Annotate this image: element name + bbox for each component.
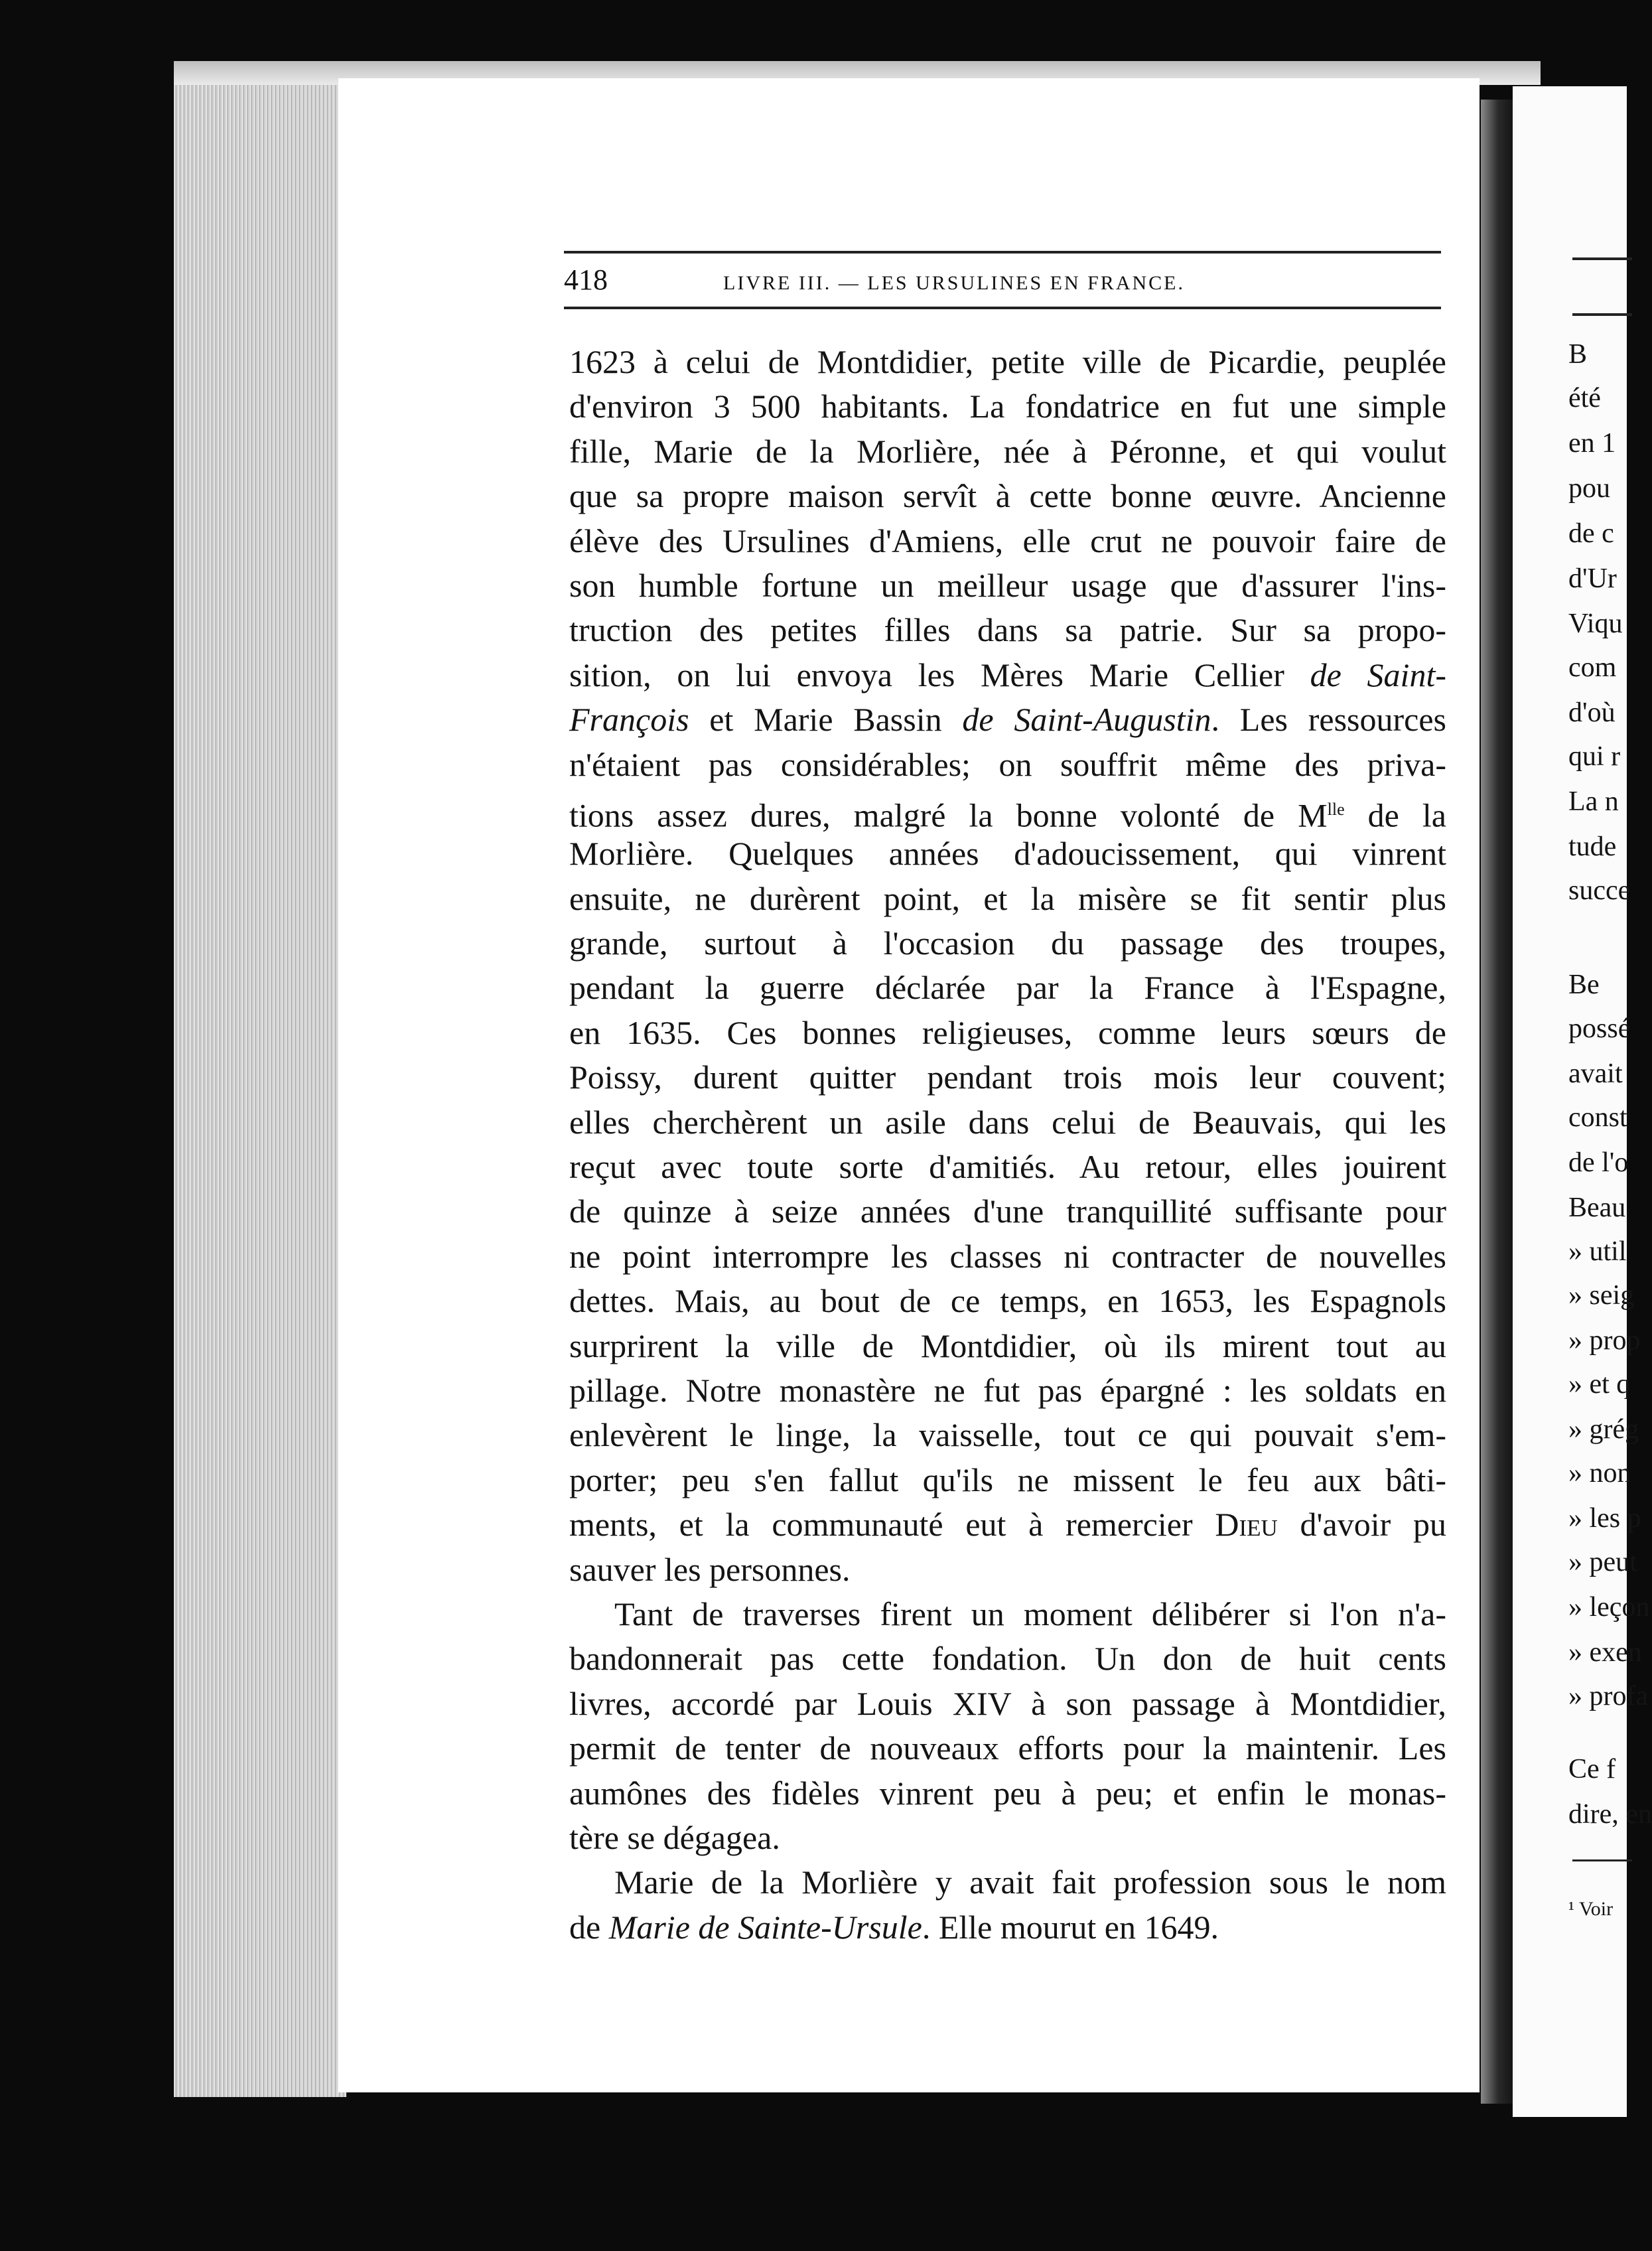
text-run: tions assez dures, malgré la bonne volonté de M — [569, 796, 1328, 834]
text-line: porter; peu s'en fallut qu'ils ne missent le feu aux bâti- — [569, 1461, 1446, 1498]
text-line: de quinze à seize années d'une tranquillité suffisante pour — [569, 1193, 1446, 1230]
text-line: pendant la guerre déclarée par la France à l'Espagne, — [569, 969, 1446, 1007]
facing-page-line: Viqu — [1568, 609, 1623, 639]
text-run: sition, on lui envoya les Mères Marie Cellier — [569, 656, 1284, 693]
facing-page-line: Be — [1568, 970, 1600, 1000]
page-stack-edges — [174, 61, 346, 2097]
text-line: en 1635. Ces bonnes religieuses, comme leurs sœurs de — [569, 1013, 1446, 1051]
text-line: tère se dégagea. — [569, 1818, 780, 1856]
text-line: surprirent la ville de Montdidier, où ils mirent tout au — [569, 1327, 1446, 1364]
facing-page-line: d'où — [1568, 697, 1616, 728]
text-line: reçut avec toute sorte d'amitiés. Au retour, elles jouirent — [569, 1148, 1446, 1186]
header-rule-bottom — [564, 307, 1441, 309]
text-line: bandonnerait pas cette fondation. Un don de huit cents — [569, 1640, 1446, 1678]
facing-page-line: » profa — [1568, 1681, 1649, 1711]
text-run: . Elle mourut en 1649. — [922, 1908, 1219, 1946]
text-line — [569, 697, 1446, 742]
facing-page-line: » grég — [1568, 1414, 1639, 1445]
facing-page-line: en 1 — [1568, 428, 1616, 459]
facing-page-line: ¹ Voir — [1568, 1898, 1614, 1920]
text-line: pillage. Notre monastère ne fut pas épargné : les soldats en — [569, 1371, 1446, 1409]
text-line: truction des petites filles dans sa patrie. Sur sa propo- — [569, 611, 1446, 649]
text-line: fille, Marie de la Morlière, née à Péronne, et qui voulut — [569, 432, 1446, 470]
text-line: Tant de traverses firent un moment délibérer si l'on n'a- — [614, 1595, 1446, 1633]
facing-page-line: été — [1568, 383, 1601, 413]
text-line: Morlière. Quelques années d'adoucissement, qui vinrent — [569, 835, 1446, 873]
text-line: n'étaient pas considérables; on souffrit même des priva- — [569, 745, 1446, 783]
text-line — [569, 653, 1446, 697]
text-line: aumônes des fidèles vinrent peu à peu; et enfin le monas- — [569, 1774, 1446, 1812]
text-line: livres, accordé par Louis XIV à son passage à Montdidier, — [569, 1684, 1446, 1722]
text-line: que sa propre maison servît à cette bonne œuvre. Ancienne — [569, 477, 1446, 515]
italic-run: François — [569, 701, 689, 739]
text-line: Marie de la Morlière y avait fait profession sous le nom — [614, 1863, 1446, 1901]
facing-page-line: B — [1568, 339, 1588, 370]
facing-page-line: » et q — [1568, 1369, 1631, 1400]
text-line — [569, 787, 1446, 832]
facing-page-line: » util — [1568, 1236, 1627, 1267]
footnote-rule — [1572, 1859, 1632, 1861]
text-line: son humble fortune un meilleur usage que d'assurer l'ins- — [569, 566, 1446, 604]
text-run: et Marie Bassin — [689, 701, 963, 739]
facing-page-line: succe — [1568, 875, 1631, 906]
running-title: LIVRE III. — LES URSULINES EN FRANCE. — [723, 272, 1185, 294]
facing-page-line: de l'o — [1568, 1147, 1629, 1178]
facing-page-line: dire, en — [1568, 1799, 1652, 1830]
text-line: grande, surtout à l'occasion du passage des troupes, — [569, 924, 1446, 962]
facing-page — [1513, 86, 1652, 2117]
facing-page-line: d'Ur — [1568, 563, 1617, 594]
italic-run: Marie de Sainte-Ursule — [608, 1908, 922, 1946]
italic-run: de Saint-Augustin — [962, 701, 1211, 739]
facing-page-line: » leçon — [1568, 1592, 1650, 1623]
facing-page-line: const — [1568, 1102, 1627, 1133]
facing-header-rule — [1572, 313, 1632, 316]
text-line: ensuite, ne durèrent point, et la misère se fit sentir plus — [569, 879, 1446, 917]
italic-run: de Saint- — [1310, 656, 1446, 693]
facing-page-line: com — [1568, 652, 1617, 683]
page-number: 418 — [564, 263, 608, 296]
text-line: d'environ 3 500 habitants. La fondatrice en fut une simple — [569, 388, 1446, 425]
facing-page-line: de c — [1568, 518, 1614, 549]
facing-page-line: La n — [1568, 786, 1619, 817]
facing-page-line: » seig — [1568, 1280, 1635, 1311]
text-line: ne point interrompre les classes ni contracter de nouvelles — [569, 1237, 1446, 1275]
text-run: de la — [1344, 796, 1446, 834]
text-line: enlevèrent le linge, la vaisselle, tout ce qui pouvait s'em- — [569, 1416, 1446, 1454]
header-rule-top — [564, 251, 1441, 254]
facing-page-line: » peut — [1568, 1547, 1637, 1577]
text-line — [569, 1905, 1446, 1950]
body-text — [569, 340, 1446, 1950]
facing-header-rule — [1572, 257, 1632, 260]
facing-page-line: Ce f — [1568, 1754, 1616, 1784]
text-run: . Les ressources — [1211, 701, 1446, 739]
facing-page-line: possé — [1568, 1013, 1631, 1044]
text-line: sauver les personnes. — [569, 1550, 851, 1588]
facing-page-line: qui r — [1568, 741, 1621, 772]
facing-page-line: » non — [1568, 1458, 1631, 1489]
facing-page-line: » les p — [1568, 1503, 1641, 1534]
text-line: permit de tenter de nouveaux efforts pour la maintenir. Les — [569, 1729, 1446, 1767]
text-line — [569, 1502, 1446, 1547]
book-gutter — [1481, 100, 1515, 2104]
text-run: ments, et la communauté eut à remercier — [569, 1506, 1215, 1544]
facing-page-line: Beau — [1568, 1193, 1626, 1223]
facing-page-line: » prop — [1568, 1325, 1641, 1356]
facing-page-line: avait — [1568, 1058, 1623, 1089]
facing-page-line: tude — [1568, 832, 1617, 862]
superscript: lle — [1327, 799, 1345, 819]
text-run: d'avoir pu — [1277, 1506, 1446, 1544]
text-run: de — [569, 1908, 609, 1946]
facing-page-line: » exen — [1568, 1637, 1642, 1668]
text-line: Poissy, durent quitter pendant trois mois leur couvent; — [569, 1058, 1446, 1096]
text-line: 1623 à celui de Montdidier, petite ville de Picardie, peuplée — [569, 343, 1446, 380]
text-line: elles cherchèrent un asile dans celui de Beauvais, qui les — [569, 1103, 1446, 1141]
small-caps-run: Dieu — [1215, 1506, 1278, 1544]
text-line: dettes. Mais, au bout de ce temps, en 1653, les Espagnols — [569, 1282, 1446, 1320]
text-line: élève des Ursulines d'Amiens, elle crut ne pouvoir faire de — [569, 522, 1446, 559]
facing-page-line: pou — [1568, 473, 1610, 504]
